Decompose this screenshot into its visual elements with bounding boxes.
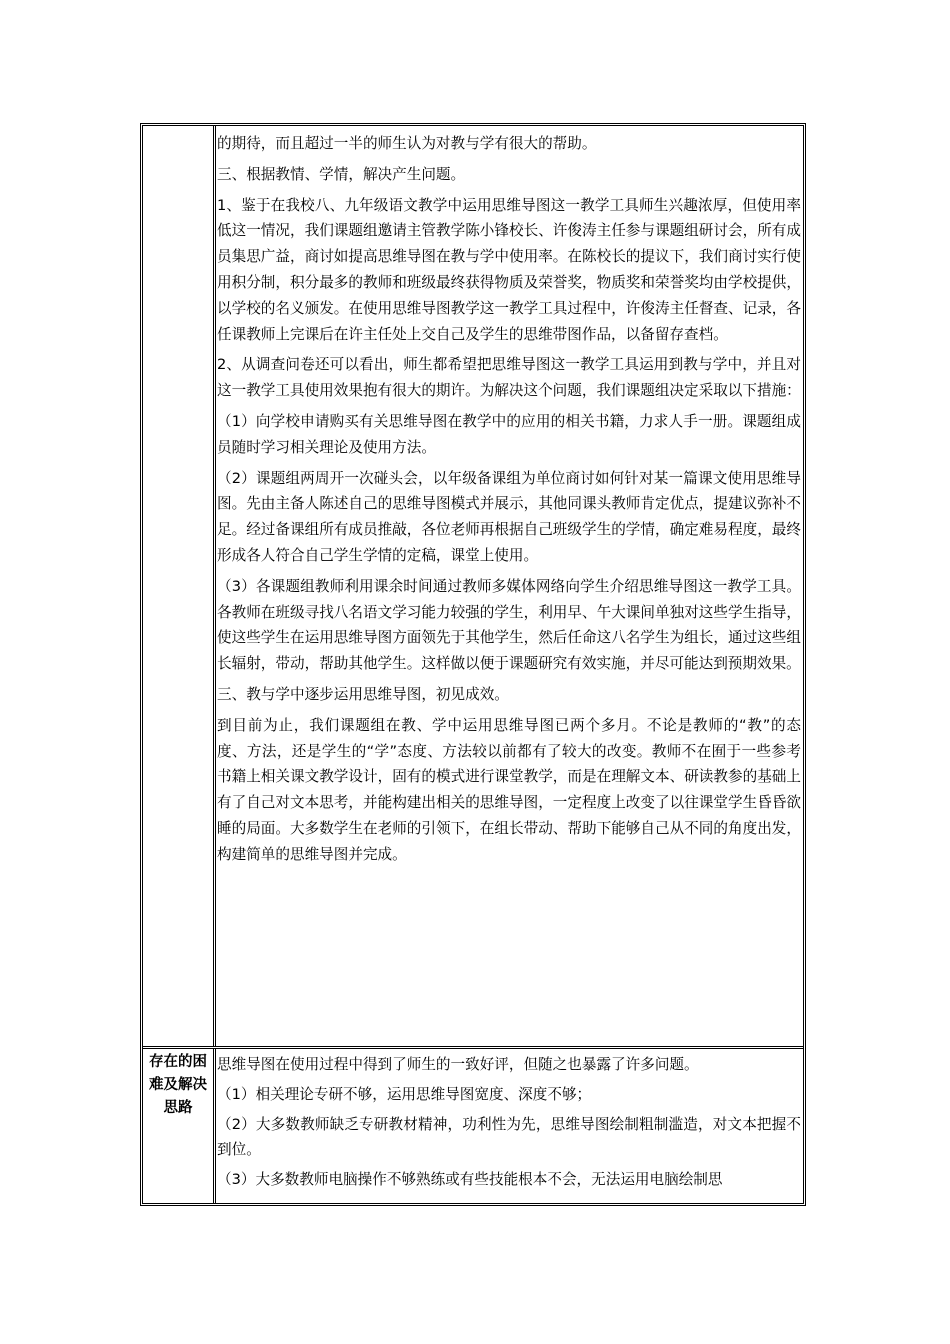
row-label-difficulties: 存在的困难及解决思路 bbox=[143, 1049, 216, 1203]
paragraph: 2、从调查问卷还可以看出，师生都希望把思维导图这一教学工具运用到教与学中，并且对这一教学工具使用效果抱有很大的期许。为解决这个问题，我们课题组决定采取以下措施： bbox=[217, 356, 801, 400]
row-content-difficulties bbox=[216, 1049, 803, 1203]
measure-item: （1）向学校申请购买有关思维导图在教学中的应用的相关书籍，力求人手一册。课题组成员随时学习相关理论及使用方法。 bbox=[217, 412, 801, 456]
summary-table bbox=[140, 123, 806, 1206]
table-row-progress bbox=[143, 126, 803, 1046]
paragraph: 1、鉴于在我校八、九年级语文教学中运用思维导图这一教学工具师生兴趣浓厚，但使用率低这一情况，我们课题组邀请主管教学陈小锋校长、许俊涛主任参与课题组研讨会，所有成员集思广益，商讨如提高思维导图在教与学中使用率。在陈校长的提议下，我们商讨实行使用积分制，积分最多的教师和班级最终获得物质及荣誉奖，物质奖和荣誉奖均由学校提供，以学校的名义颁发。在使用思维导图教学这一教学工具过程中，许俊涛主任督查、记录，各任课教师上完课后在许主任处上交自己及学生的思维带图作品，以备留存查档。 bbox=[217, 196, 801, 343]
section-heading: 三、教与学中逐步运用思维导图，初见成效。 bbox=[217, 685, 509, 703]
problem-item: （2）大多数教师缺乏专研教材精神，功利性为先，思维导图绘制粗制滥造，对文本把握不到位。 bbox=[217, 1115, 801, 1159]
table-row-difficulties bbox=[143, 1046, 803, 1203]
row-content-progress bbox=[216, 126, 803, 1046]
measure-item: （2）课题组两周开一次碰头会，以年级备课组为单位商讨如何针对某一篇课文使用思维导图。先由主备人陈述自己的思维导图模式并展示，其他同课头教师肯定优点，提建议弥补不足。经过备课组所有成员推敲，各位老师再根据自己班级学生的学情，确定难易程度，最终形成各人符合自己学生学情的定稿，课堂上使用。 bbox=[217, 469, 801, 564]
row-label-progress bbox=[143, 126, 216, 1046]
paragraph: 的期待，而且超过一半的师生认为对教与学有很大的帮助。 bbox=[217, 135, 597, 152]
paragraph: 思维导图在使用过程中得到了师生的一致好评，但随之也暴露了许多问题。 bbox=[217, 1056, 699, 1073]
problem-item: （1）相关理论专研不够，运用思维导图宽度、深度不够； bbox=[217, 1085, 592, 1103]
problem-item: （3）大多数教师电脑操作不够熟练或有些技能根本不会，无法运用电脑绘制思 bbox=[217, 1171, 723, 1189]
paragraph: 到目前为止，我们课题组在教、学中运用思维导图已两个多月。不论是教师的“教”的态度、方法，还是学生的“学”态度、方法较以前都有了较大的改变。教师不在囿于一些参考书籍上相关课文教学设计，固有的模式进行课堂教学，而是在理解文本、研读教参的基础上有了自己对文本思考，并能构建出相关的思维导图，一定程度上改变了以往课堂学生昏昏欲睡的局面。大多数学生在老师的引领下，在组长带动、帮助下能够自己从不同的角度出发，构建简单的思维导图并完成。 bbox=[217, 716, 801, 863]
measure-item: （3）各课题组教师利用课余时间通过教师多媒体网络向学生介绍思维导图这一教学工具。各教师在班级寻找八名语文学习能力较强的学生，利用早、午大课间单独对这些学生指导，使这些学生在运用思维导图方面领先于其他学生，然后任命这八名学生为组长，通过这些组长辐射，带动，帮助其他学生。这样做以便于课题研究有效实施，并尽可能达到预期效果。 bbox=[217, 577, 801, 673]
section-heading: 三、根据教情、学情，解决产生问题。 bbox=[217, 165, 466, 183]
